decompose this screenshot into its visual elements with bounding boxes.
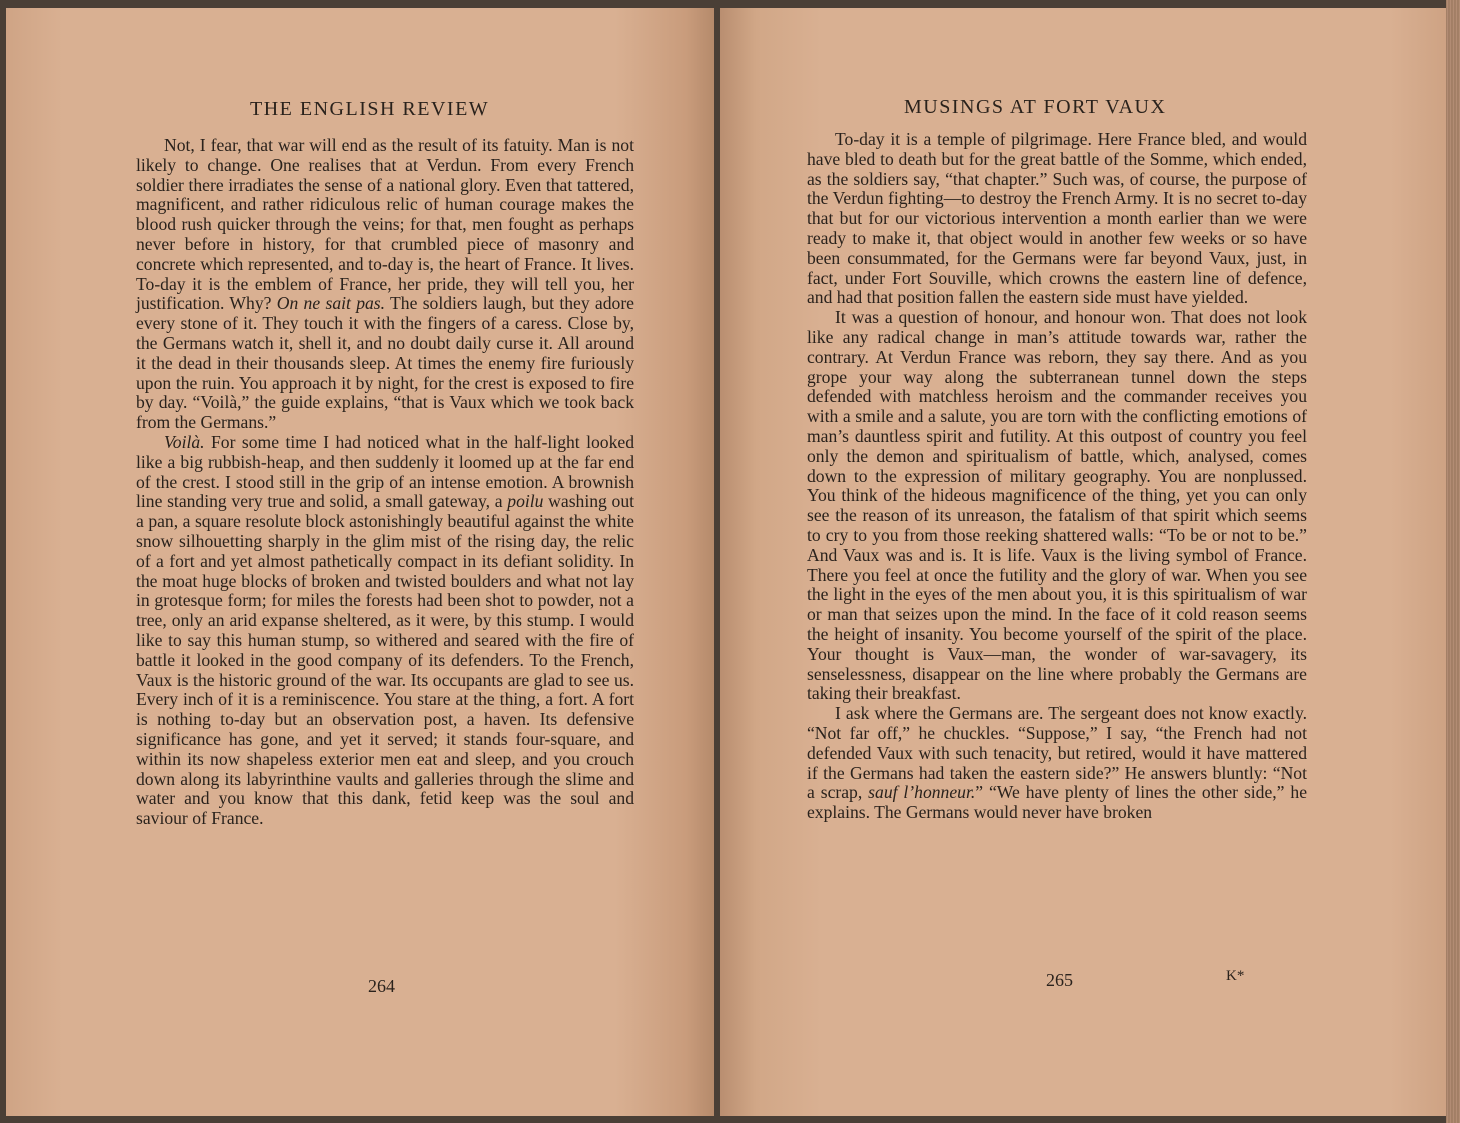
- paragraph: [136, 136, 634, 433]
- text-run: For some time I had noticed what in the half-light looked like a big rubbish-heap, and then suddenly it loomed up at the far end of the crest. I stood still in the grip of an intense emotion. A brownish line standing very true and solid, a small gateway, a: [136, 431, 634, 512]
- text-run: washing out a pan, a square resolute block astonishingly beautiful against the white snow silhouetting sharply in the glim mist of the rising day, the relic of a fort and yet almost pathetically compact in its defiant solidity. In the moat huge blocks of broken and twisted boulders and what not lay in grotesque form; for miles the forests had been shot to powder, not a tree, only an arid expanse sheltered, as it were, by this stump. I would like to say this human stump, so withered and seared with the fire of battle it looked in the good company of its defenders. To the French, Vaux is the historic ground of the war. Its occupants are glad to see us. Every inch of it is a reminiscence. You stare at the thing, a fort. A fort is nothing to-day but an observation post, a haven. Its defensive significance has gone, and yet it served; it stands four-square, and within its now shapeless exterior men eat and sleep, and you crouch down along its labyrinthine vaults and galleries through the slime and water and you know that this dank, fetid keep was the soul and saviour of France.: [136, 491, 634, 829]
- running-header: MUSINGS AT FORT VAUX: [904, 96, 1167, 118]
- text-run: The soldiers laugh, but they adore every stone of it. They touch it with the fingers of a caress. Close by, the Germans watch it, shell it, and no doubt daily curse it. All around it the dead in their thousands sleep. At times the enemy fire furiously upon the ruin. You approach it by night, for the crest is exposed to fire by day. “Voilà,” the guide explains, “that is Vaux which we took back from the Germans.”: [136, 293, 634, 433]
- paragraph: [807, 704, 1307, 823]
- italic-phrase: sauf l’honneur.: [868, 782, 976, 803]
- italic-phrase: On ne sait pas.: [276, 293, 386, 314]
- text-run: I ask where the Germans are. The sergeant does not know exactly. “Not far off,” he chuckles. “Suppose,” I say, “the French had not defended Vaux with such tenacity, but retired, would it have mattered if the Germans had taken the eastern side?” He answers bluntly: “Not a scrap,: [807, 703, 1307, 803]
- page-edges: [1446, 0, 1460, 1123]
- page-number: 264: [368, 976, 395, 996]
- italic-phrase: poilu: [507, 491, 544, 512]
- signature-mark: K*: [1226, 968, 1245, 984]
- paragraph: To-day it is a temple of pilgrimage. Here France bled, and would have bled to death but for the great battle of the Somme, which ended, as the soldiers say, “that chapter.” Such was, of course, the purpose of the Verdun fighting—to destroy the French Army. It is no secret to-day that but for our victorious intervention a month earlier than we were ready to make it, that object would in another few weeks or so have been consummated, for the Germans were far beyond Vaux, just, in fact, under Fort Souville, which crowns the eastern line of defence, and had that position fallen the eastern side must have yielded.: [807, 129, 1307, 308]
- text-run: Not, I fear, that war will end as the result of its fatuity. Man is not likely to change. One realises that at Verdun. From every French soldier there irradiates the sense of a national glory. Even that tattered, magnificent, and rather ridiculous relic of human courage makes the blood rush quicker through the veins; for that, men fought as perhaps never before in history, for that crumbled piece of masonry and concrete which represented, and to-day is, the heart of France. It lives. To-day it is the emblem of France, her pride, they will tell you, her justification. Why?: [136, 135, 634, 314]
- paragraph: [136, 433, 634, 829]
- paragraph: It was a question of honour, and honour won. That does not look like any radical change in man’s attitude towards war, rather the contrary. At Verdun France was reborn, they say there. And as you grope your way along the subterranean tunnel down the steps defended with matchless heroism and the commander receives you with a smile and a salute, you are torn with the conflicting emotions of man’s dauntless spirit and futility. At this outpost of country you feel only the demon and spiritualism of battle, which, analysed, comes down to the expression of military geography. You are nonplussed. You think of the hideous magnificence of the thing, yet you can only see the reason of its unreason, the fatalism of that spirit which seems to cry to you from those reeking shattered walls: “To be or not to be.” And Vaux was and is. It is life. Vaux is the living symbol of France. There you feel at once the futility and the glory of war. When you see the light in the eyes of the men about you, it is this spiritualism of war or man that seizes upon the mind. In the face of it cold reason seems the height of insanity. You become yourself of the spirit of the place. Your thought is Vaux—man, the wonder of war-savagery, its senselessness, disappear on the line where probably the Germans are taking their breakfast.: [807, 307, 1307, 704]
- italic-phrase: Voilà.: [164, 431, 205, 452]
- left-page: [6, 8, 714, 1116]
- page-number: 265: [1046, 970, 1073, 990]
- text-run: ” “We have plenty of lines the other side,” he explains. The Germans would never have broken: [807, 782, 1308, 823]
- right-page: [720, 8, 1448, 1116]
- running-header: THE ENGLISH REVIEW: [250, 98, 490, 120]
- body-text: [136, 136, 634, 829]
- body-text: [807, 130, 1307, 823]
